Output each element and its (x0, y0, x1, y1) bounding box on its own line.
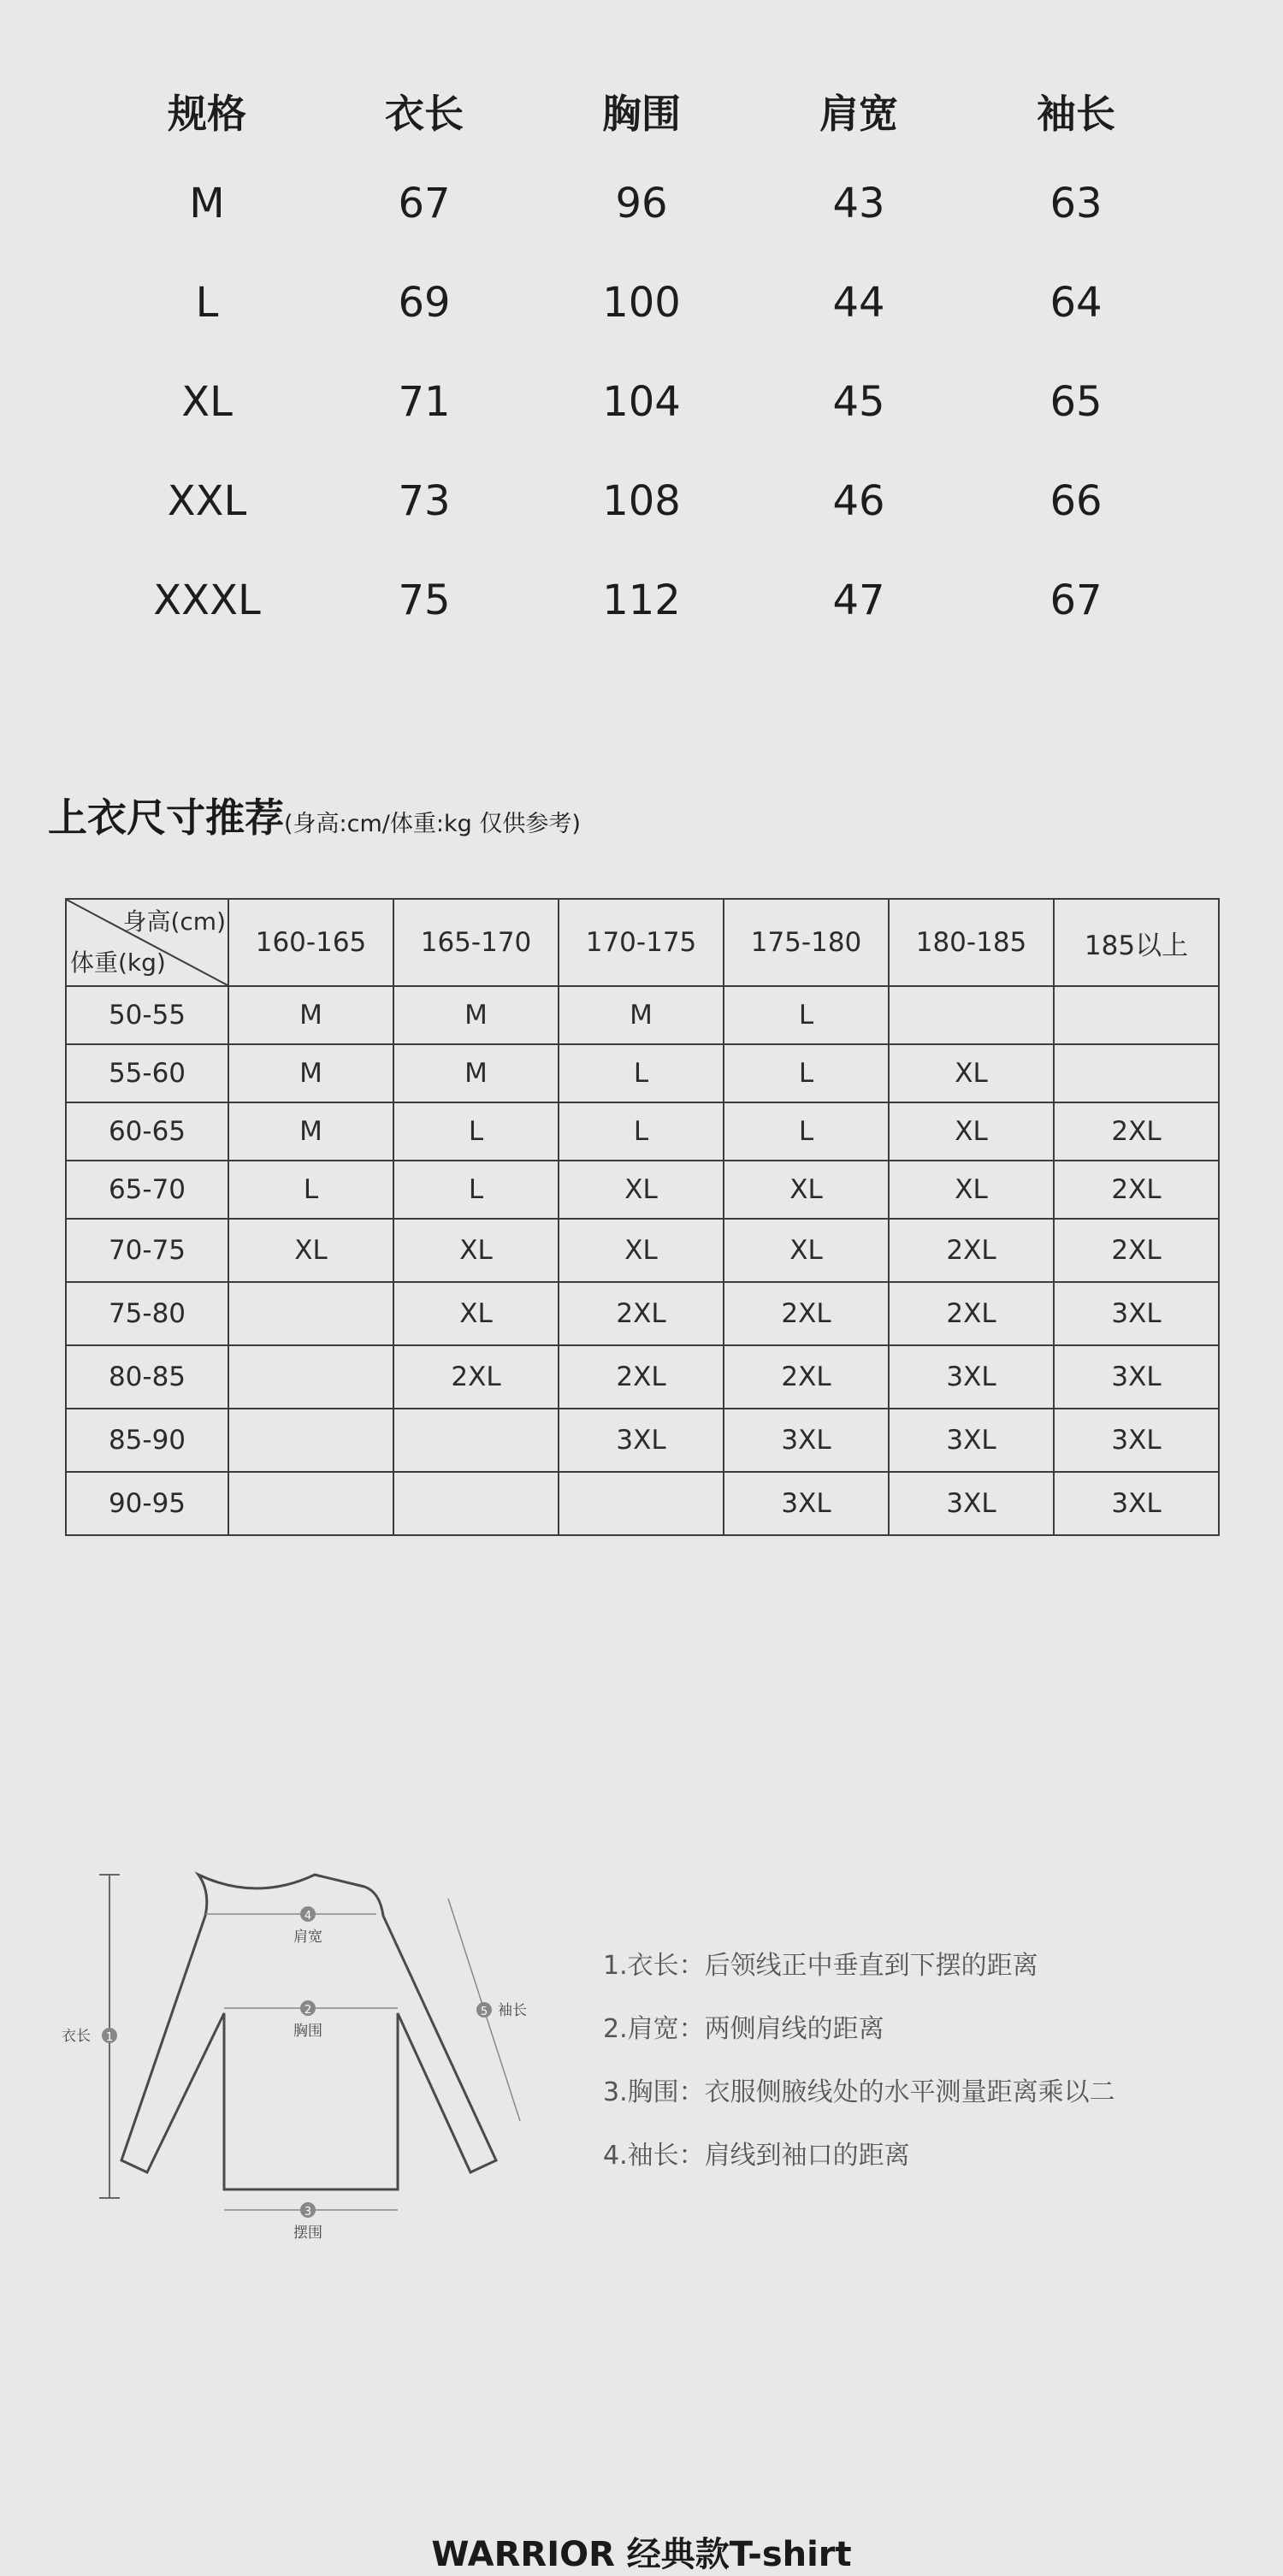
rec-size-cell: M (228, 1102, 393, 1161)
rec-size-cell: XL (889, 1102, 1054, 1161)
rec-row (66, 1282, 1219, 1345)
note-item: 3.胸围：衣服侧腋线处的水平测量距离乘以二 (603, 2077, 1115, 2107)
spec-cell: 67 (1049, 576, 1103, 624)
product-footer-title: WARRIOR 经典款T-shirt (431, 2535, 852, 2574)
rec-size-cell: 3XL (1054, 1409, 1219, 1472)
rec-size-cell: L (724, 986, 889, 1044)
rec-weight-cell: 70-75 (66, 1219, 228, 1282)
spec-cell: 63 (1049, 180, 1103, 227)
chest-marker-number: 2 (304, 2004, 312, 2017)
rec-size-cell: XL (724, 1161, 889, 1219)
hem-label: 摆围 (293, 2224, 322, 2242)
spec-cell: XXL (167, 477, 247, 525)
rec-size-cell: 3XL (1054, 1282, 1219, 1345)
rec-size-cell: L (228, 1161, 393, 1219)
rec-size-cell: 2XL (1054, 1219, 1219, 1282)
rec-row (66, 1345, 1219, 1409)
rec-size-cell: M (559, 986, 724, 1044)
rec-size-cell: 2XL (724, 1345, 889, 1409)
rec-size-cell: M (228, 986, 393, 1044)
rec-size-cell: 2XL (889, 1219, 1054, 1282)
spec-cell: XXXL (153, 576, 261, 624)
rec-size-cell: XL (559, 1161, 724, 1219)
shoulder-label: 肩宽 (293, 1929, 322, 1946)
spec-cell: 44 (832, 279, 885, 327)
spec-cell: 66 (1049, 477, 1103, 525)
rec-size-cell: 3XL (724, 1409, 889, 1472)
rec-size-cell: 2XL (1054, 1102, 1219, 1161)
recommend-heading (48, 787, 581, 843)
rec-size-cell: M (393, 1044, 559, 1102)
note-item: 4.袖长：肩线到袖口的距离 (603, 2141, 910, 2171)
rec-size-cell: 3XL (889, 1409, 1054, 1472)
hem-marker-number: 3 (304, 2206, 312, 2219)
rec-size-cell: XL (559, 1219, 724, 1282)
rec-size-cell: L (559, 1044, 724, 1102)
rec-size-cell (889, 986, 1054, 1044)
rec-size-cell: 2XL (393, 1345, 559, 1409)
spec-row (98, 253, 1185, 352)
chest-label: 胸围 (293, 2023, 322, 2040)
rec-size-cell (228, 1282, 393, 1345)
rec-size-cell: 3XL (559, 1409, 724, 1472)
spec-row (98, 352, 1185, 452)
rec-weight-cell: 55-60 (66, 1044, 228, 1102)
spec-cell: 64 (1049, 279, 1103, 327)
rec-size-cell: 3XL (889, 1472, 1054, 1535)
sleeve-label: 袖长 (498, 2002, 527, 2019)
rec-header-row (66, 899, 1219, 986)
rec-size-cell: L (724, 1102, 889, 1161)
rec-weight-cell: 50-55 (66, 986, 228, 1044)
spec-cell: L (195, 279, 219, 327)
rec-size-cell: 2XL (559, 1282, 724, 1345)
spec-cell: 75 (398, 576, 451, 624)
rec-size-cell (393, 1409, 559, 1472)
rec-height-header: 160-165 (228, 899, 393, 986)
recommend-subtitle: (身高:cm/体重:kg 仅供参考) (284, 811, 581, 837)
spec-cell: 96 (615, 180, 668, 227)
rec-size-cell (228, 1345, 393, 1409)
rec-size-cell: L (724, 1044, 889, 1102)
rec-weight-cell: 85-90 (66, 1409, 228, 1472)
rec-size-cell (228, 1409, 393, 1472)
rec-size-cell: L (559, 1102, 724, 1161)
rec-size-cell: 2XL (1054, 1161, 1219, 1219)
rec-size-cell: 3XL (889, 1345, 1054, 1409)
rec-size-cell: XL (393, 1282, 559, 1345)
rec-size-cell (393, 1472, 559, 1535)
rec-size-cell: XL (889, 1044, 1054, 1102)
rec-weight-cell: 80-85 (66, 1345, 228, 1409)
rec-row (66, 986, 1219, 1044)
rec-size-cell (559, 1472, 724, 1535)
rec-size-cell (1054, 986, 1219, 1044)
rec-row (66, 1409, 1219, 1472)
spec-cell: 69 (398, 279, 451, 327)
size-spec-table (98, 68, 1185, 650)
spec-cell: 65 (1049, 378, 1103, 426)
spec-row (98, 452, 1185, 551)
note-item: 1.衣长：后领线正中垂直到下摆的距离 (603, 1951, 1038, 1981)
rec-height-header: 180-185 (889, 899, 1054, 986)
measurement-notes (603, 1935, 1115, 2188)
spec-cell: 47 (832, 576, 885, 624)
length-marker-number: 1 (105, 2031, 114, 2044)
corner-weight-label: 体重(kg) (70, 948, 166, 977)
rec-size-cell: XL (393, 1219, 559, 1282)
rec-height-header: 175-180 (724, 899, 889, 986)
rec-row (66, 1472, 1219, 1535)
spec-cell: XL (181, 378, 233, 426)
rec-size-cell: 3XL (724, 1472, 889, 1535)
rec-size-cell: 2XL (889, 1282, 1054, 1345)
spec-header-cell: 衣长 (385, 91, 464, 137)
spec-cell: 71 (398, 378, 451, 426)
spec-row (98, 154, 1185, 253)
rec-height-header: 185以上 (1054, 899, 1219, 986)
size-recommendation-table (65, 898, 1220, 1536)
recommend-title: 上衣尺寸推荐 (48, 795, 284, 841)
spec-cell: 100 (602, 279, 681, 327)
rec-row (66, 1161, 1219, 1219)
rec-height-header: 170-175 (559, 899, 724, 986)
rec-row (66, 1044, 1219, 1102)
rec-size-cell: XL (228, 1219, 393, 1282)
length-label: 衣长 (62, 2028, 91, 2045)
spec-header-cell: 袖长 (1037, 91, 1115, 137)
spec-header-row (98, 68, 1185, 154)
rec-weight-cell: 60-65 (66, 1102, 228, 1161)
spec-cell: 112 (602, 576, 681, 624)
rec-size-cell: XL (724, 1219, 889, 1282)
spec-cell: 67 (398, 180, 451, 227)
sleeve-marker-number: 5 (480, 2006, 488, 2018)
rec-height-header: 165-170 (393, 899, 559, 986)
rec-size-cell: M (228, 1044, 393, 1102)
note-item: 2.肩宽：两侧肩线的距离 (603, 2014, 884, 2044)
rec-size-cell (228, 1472, 393, 1535)
measurement-diagram (51, 1864, 565, 2258)
rec-weight-cell: 65-70 (66, 1161, 228, 1219)
rec-size-cell (1054, 1044, 1219, 1102)
rec-row (66, 1219, 1219, 1282)
spec-header-cell: 肩宽 (819, 91, 898, 137)
rec-size-cell: XL (889, 1161, 1054, 1219)
spec-header-cell: 胸围 (602, 91, 681, 137)
rec-row (66, 1102, 1219, 1161)
spec-cell: 73 (398, 477, 451, 525)
corner-height-label: 身高(cm) (122, 907, 226, 936)
rec-size-cell: 3XL (1054, 1345, 1219, 1409)
spec-cell: 108 (602, 477, 681, 525)
rec-size-cell: 3XL (1054, 1472, 1219, 1535)
rec-size-cell: M (393, 986, 559, 1044)
rec-size-cell: L (393, 1102, 559, 1161)
rec-weight-cell: 75-80 (66, 1282, 228, 1345)
shoulder-marker-number: 4 (304, 1910, 312, 1923)
spec-cell: 45 (832, 378, 885, 426)
spec-cell: 43 (832, 180, 885, 227)
spec-row (98, 551, 1185, 650)
rec-size-cell: L (393, 1161, 559, 1219)
spec-cell: M (189, 180, 225, 227)
spec-header-cell: 规格 (168, 91, 246, 137)
rec-size-cell: 2XL (559, 1345, 724, 1409)
rec-size-cell: 2XL (724, 1282, 889, 1345)
rec-corner-cell (66, 899, 228, 986)
rec-weight-cell: 90-95 (66, 1472, 228, 1535)
spec-cell: 104 (602, 378, 681, 426)
spec-cell: 46 (832, 477, 885, 525)
